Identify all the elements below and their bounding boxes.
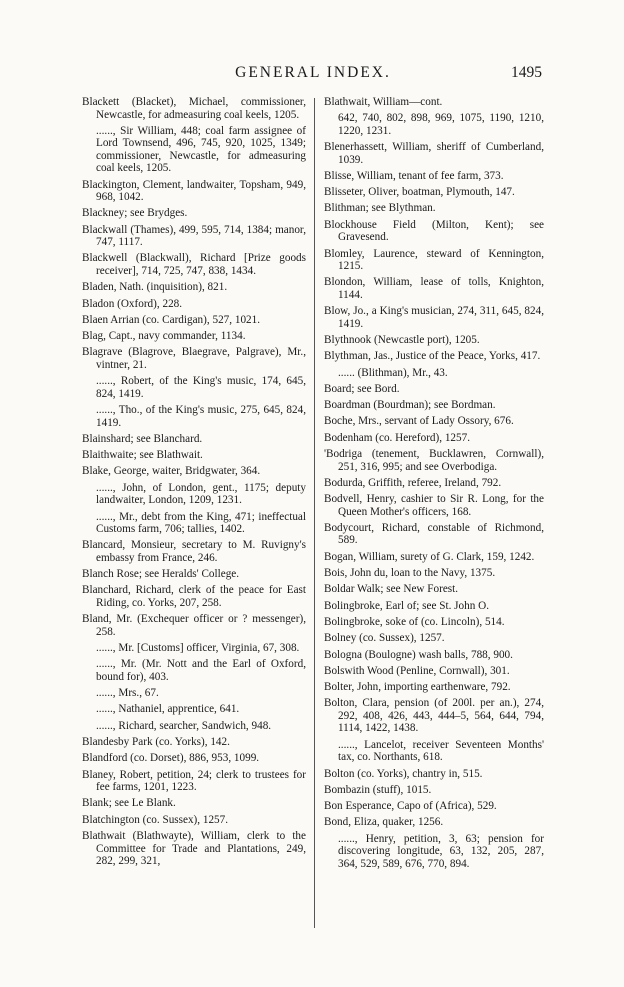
index-entry: Bois, John du, loan to the Navy, 1375.: [324, 567, 496, 580]
index-entry: Blandesby Park (co. Yorks), 142.: [82, 736, 230, 749]
index-subentry: ......, Mrs., 67.: [96, 687, 159, 700]
index-entry: Bolswith Wood (Penline, Cornwall), 301.: [324, 664, 510, 677]
index-entry: Blaney, Robert, petition, 24; clerk to trustees for fee farms, 1201, 1223.: [82, 768, 306, 794]
index-entry: Blathwait, William—cont.: [324, 96, 443, 108]
index-entry: Blomley, Laurence, steward of Kennington, 1215.: [324, 247, 544, 273]
index-entry: Blythnook (Newcastle port), 1205.: [324, 333, 480, 346]
index-entry: Bolton (co. Yorks), chantry in, 515.: [324, 767, 483, 780]
index-subentry: ...... (Blithman), Mr., 43.: [338, 366, 448, 379]
index-entry: Blackwall (Thames), 499, 595, 714, 1384; manor, 747, 1117.: [82, 223, 306, 249]
index-entry: Blag, Capt., navy commander, 1134.: [82, 330, 246, 343]
index-entry: Blake, George, waiter, Bridgwater, 364.: [82, 465, 261, 478]
index-entry: Bladon (Oxford), 228.: [82, 297, 183, 310]
index-entry: Blank; see Le Blank.: [82, 797, 176, 810]
index-entry: Bogan, William, surety of G. Clark, 159, 1242.: [324, 550, 535, 563]
index-entry: Blanchard, Richard, clerk of the peace for East Riding, co. Yorks, 207, 258.: [82, 584, 306, 609]
index-entry: Blondon, William, lease of tolls, Knighton, 1144.: [324, 276, 544, 301]
index-entry: Blaithwaite; see Blathwait.: [82, 449, 203, 462]
index-entry: Blanch Rose; see Heralds' College.: [82, 568, 240, 581]
index-subentry: ......, Mr. [Customs] officer, Virginia, 67, 308.: [96, 642, 300, 655]
index-entry: Bodenham (co. Hereford), 1257.: [324, 431, 471, 444]
index-subentry: 642, 740, 802, 898, 969, 1075, 1190, 1210, 1220, 1231.: [338, 112, 544, 137]
index-subentry: ......, Robert, of the King's music, 174, 645, 824, 1419.: [96, 375, 306, 400]
index-entry: Bolney (co. Sussex), 1257.: [324, 632, 445, 645]
index-entry: Blackwell (Blackwall), Richard [Prize goods receiver], 714, 725, 747, 838, 1434.: [82, 252, 306, 277]
index-entry: Bolingbroke, soke of (co. Lincoln), 514.: [324, 615, 505, 628]
index-subentry: ......, Mr. (Mr. Nott and the Earl of Oxford, bound for), 403.: [96, 658, 306, 683]
index-subentry: ......, Mr., debt from the King, 471; ineffectual Customs farm, 706; tallies, 1402.: [96, 510, 306, 536]
index-entry: Board; see Bord.: [324, 382, 400, 395]
index-subentry: ......, Sir William, 448; coal farm assignee of Lord Townsend, 496, 745, 920, 1025, 1349; commissioner, Newcastle, for admeasuring coal keels, 1205.: [96, 124, 306, 175]
index-entry: Bombazin (stuff), 1015.: [324, 783, 432, 796]
index-entry: Bodurda, Griffith, referee, Ireland, 792.: [324, 476, 502, 489]
index-entry: Boldar Walk; see New Forest.: [324, 583, 459, 596]
index-subentry: ......, Lancelot, receiver Seventeen Months' tax, co. Northants, 618.: [338, 738, 544, 764]
index-column-left: [82, 96, 306, 871]
index-entry: Blandford (co. Dorset), 886, 953, 1099.: [82, 752, 260, 765]
index-entry: Blisse, William, tenant of fee farm, 373.: [324, 169, 504, 182]
index-entry: Blythman, Jas., Justice of the Peace, Yorks, 417.: [324, 350, 541, 363]
index-entry: 'Bodriga (tenement, Bucklawren, Cornwall), 251, 316, 995; and see Overbodiga.: [324, 448, 544, 473]
index-entry: Blatchington (co. Sussex), 1257.: [82, 813, 229, 826]
index-entry: Boardman (Bourdman); see Bordman.: [324, 399, 496, 412]
index-entry: Blackett (Blacket), Michael, commissioner, Newcastle, for admeasuring coal keels, 1205.: [82, 96, 306, 121]
index-entry: Bolingbroke, Earl of; see St. John O.: [324, 599, 489, 612]
index-subentry: ......, Tho., of the King's music, 275, 645, 824, 1419.: [96, 404, 306, 429]
index-entry: Blow, Jo., a King's musician, 274, 311, 645, 824, 1419.: [324, 305, 544, 330]
index-entry: Blithman; see Blythman.: [324, 202, 436, 215]
index-entry: Bladen, Nath. (inquisition), 821.: [82, 281, 228, 294]
page-title: GENERAL INDEX.: [235, 64, 391, 81]
index-entry: Blathwait (Blathwayte), William, clerk to the Committee for Trade and Plantations, 249, 282, 299, 321,: [82, 830, 306, 867]
page-number: 1495: [511, 64, 542, 81]
column-divider: [314, 98, 315, 928]
page-header: [84, 64, 542, 86]
index-entry: Blenerhassett, William, sheriff of Cumberland, 1039.: [324, 141, 544, 166]
index-entry: Bolton, Clara, pension (of 200l. per an.), 274, 292, 408, 426, 443, 444–5, 564, 644, 794, 1114, 1422, 1438.: [324, 697, 544, 735]
index-entry: Blaen Arrian (co. Cardigan), 527, 1021.: [82, 313, 261, 326]
index-entry: Bologna (Boulogne) wash balls, 788, 900.: [324, 648, 513, 661]
index-entry: Bodvell, Henry, cashier to Sir R. Long, for the Queen Mother's officers, 168.: [324, 493, 544, 518]
index-subentry: ......, Henry, petition, 3, 63; pension for discovering longitude, 63, 132, 205, 287, 364, 529, 589, 676, 770, 894.: [338, 832, 544, 870]
index-entry: Bland, Mr. (Exchequer officer or ? messenger), 258.: [82, 613, 306, 638]
index-entry: Bond, Eliza, quaker, 1256.: [324, 816, 444, 829]
index-entry: Blackington, Clement, landwaiter, Topsham, 949, 968, 1042.: [82, 178, 306, 204]
index-subentry: ......, John, of London, gent., 1175; deputy landwaiter, London, 1209, 1231.: [96, 481, 306, 507]
index-subentry: ......, Nathaniel, apprentice, 641.: [96, 703, 240, 716]
index-entry: Blockhouse Field (Milton, Kent); see Gravesend.: [324, 218, 544, 244]
index-entry: Blancard, Monsieur, secretary to M. Ruvigny's embassy from France, 246.: [82, 539, 306, 564]
index-entry: Blainshard; see Blanchard.: [82, 432, 203, 445]
index-entry: Blackney; see Brydges.: [82, 207, 188, 220]
index-entry: Blisseter, Oliver, boatman, Plymouth, 147.: [324, 186, 515, 199]
index-entry: Bon Esperance, Capo of (Africa), 529.: [324, 800, 497, 813]
index-entry: Blagrave (Blagrove, Blaegrave, Palgrave), Mr., vintner, 21.: [82, 346, 306, 371]
index-entry: Bolter, John, importing earthenware, 792.: [324, 681, 511, 694]
index-column-right: [324, 96, 544, 874]
index-entry: Boche, Mrs., servant of Lady Ossory, 676.: [324, 415, 514, 428]
index-subentry: ......, Richard, searcher, Sandwich, 948.: [96, 719, 272, 732]
index-entry: Bodycourt, Richard, constable of Richmond, 589.: [324, 521, 544, 547]
